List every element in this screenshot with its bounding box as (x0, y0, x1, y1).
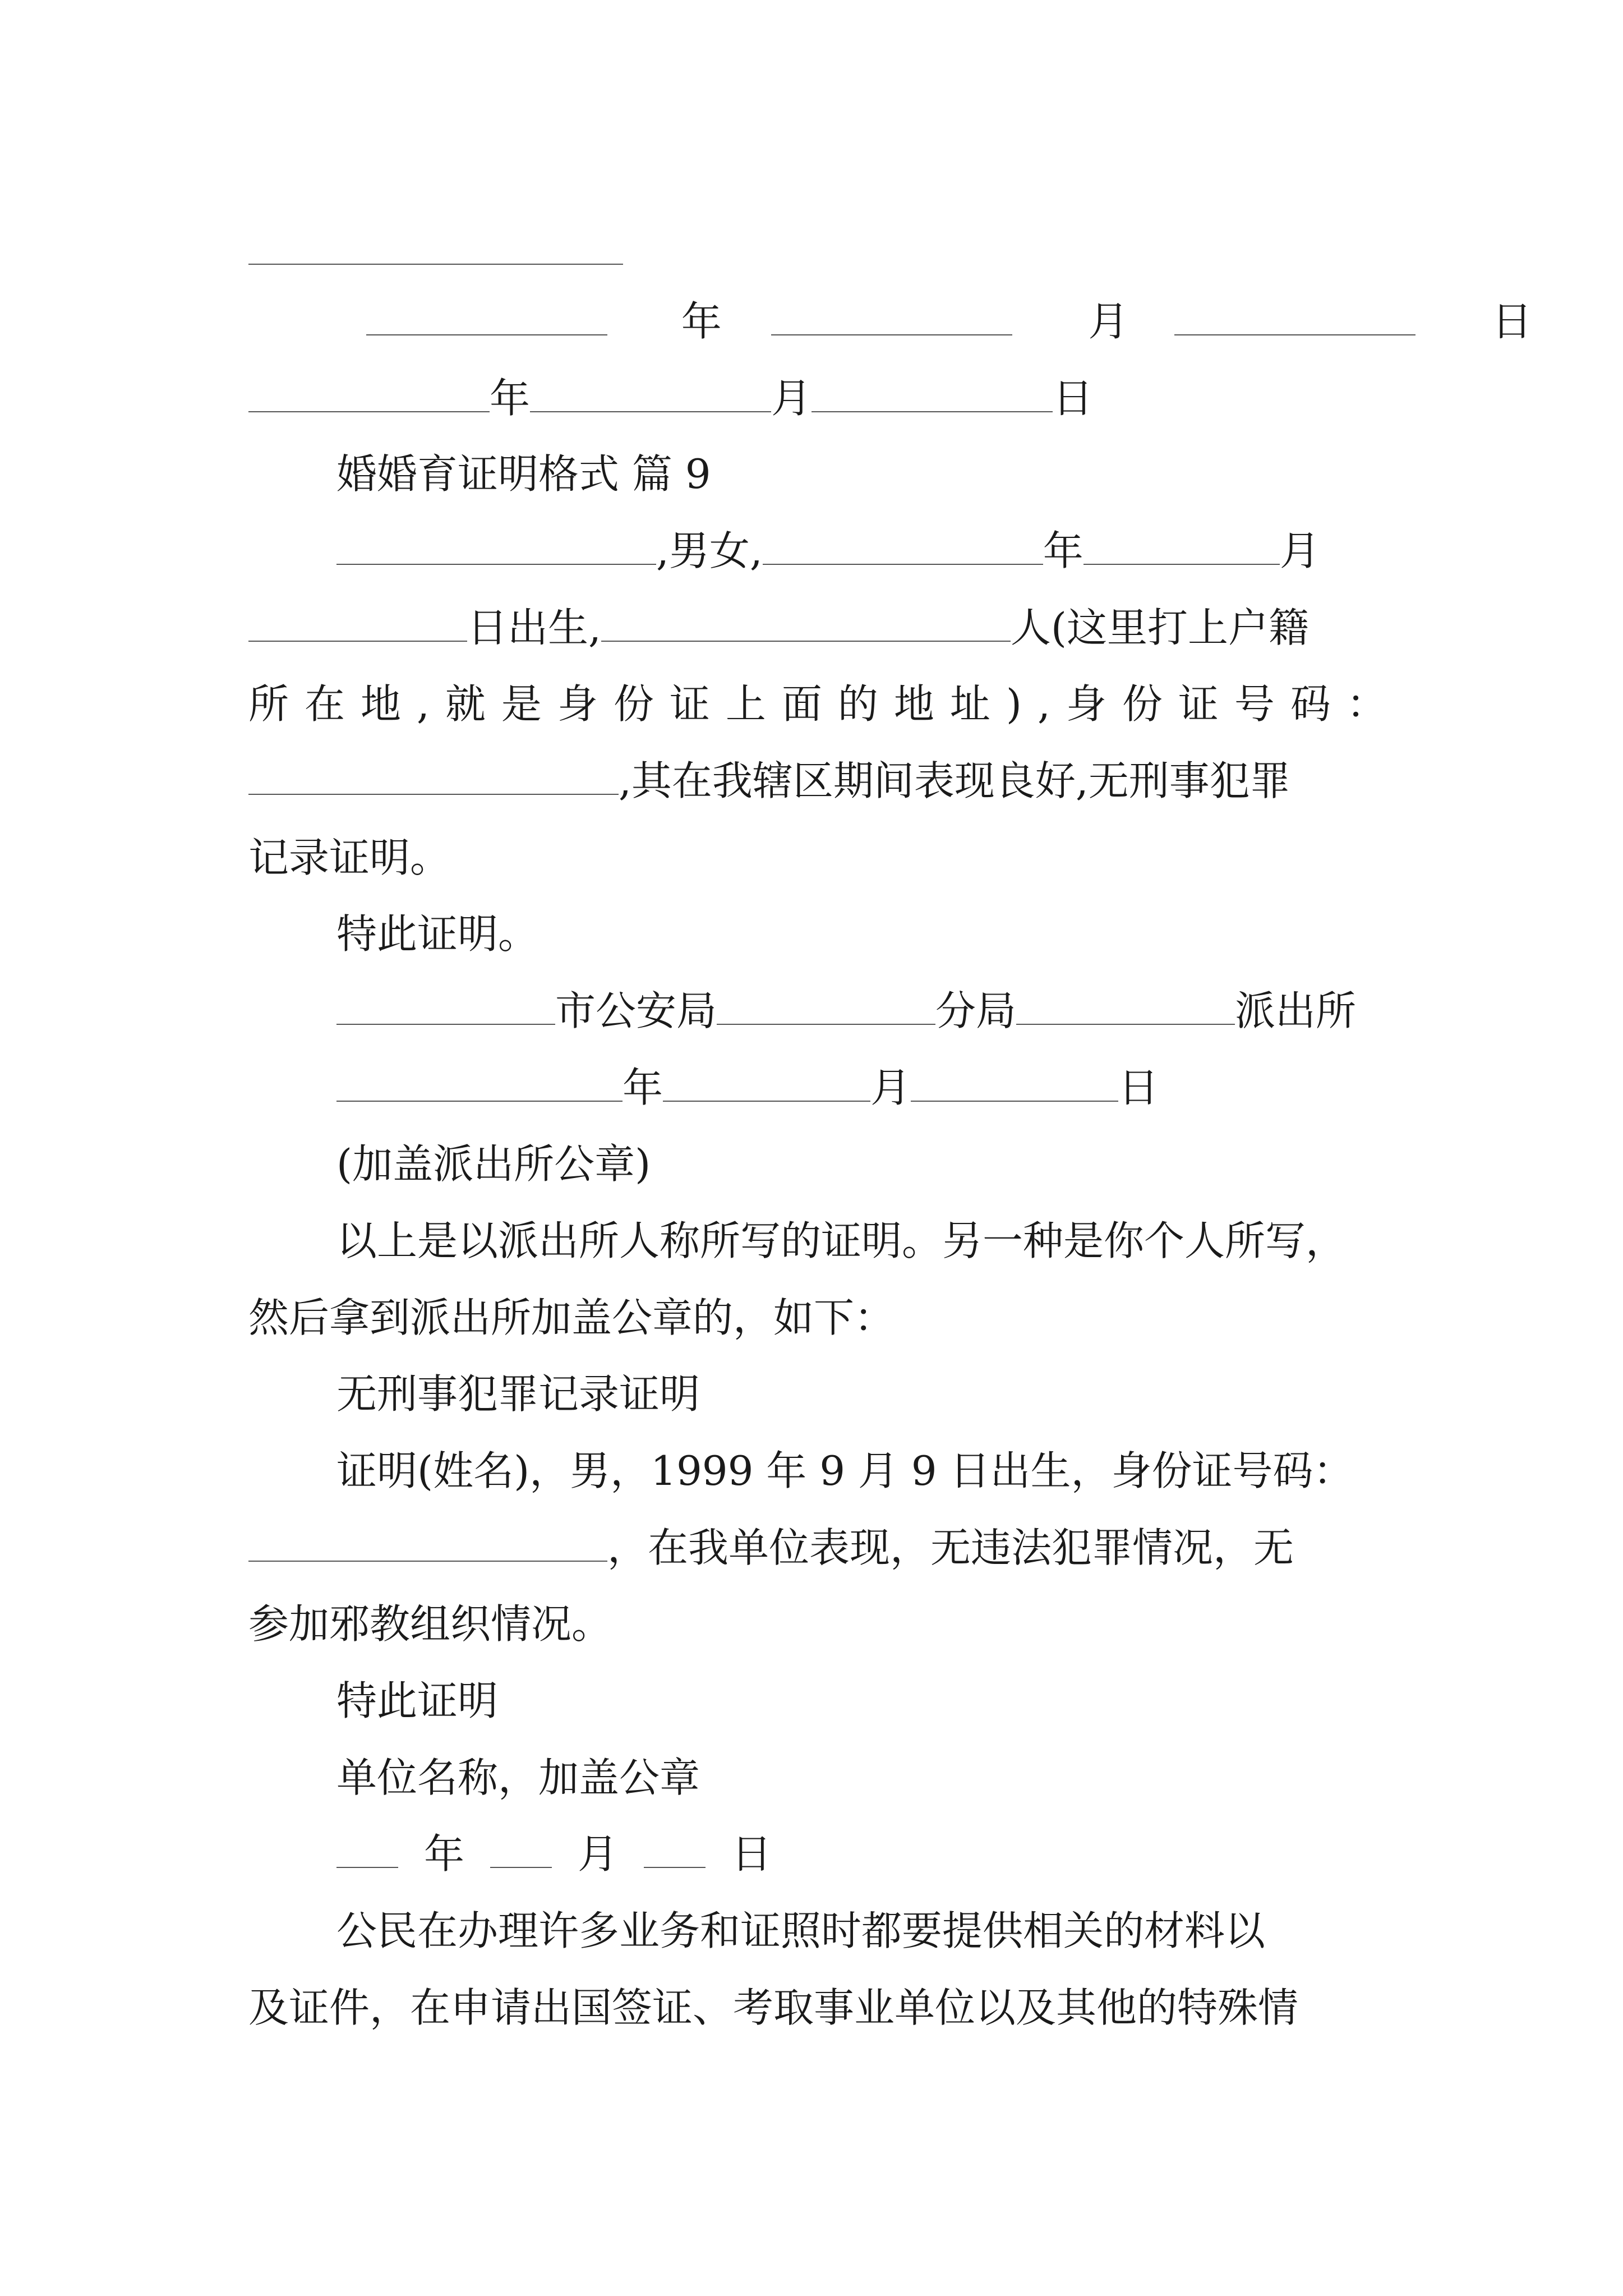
month-label: 月 (1088, 298, 1129, 345)
char: 码 (1290, 680, 1331, 728)
text: ，在我单位表现，无违法犯罪情况，无 (607, 1524, 1294, 1571)
char: 证 (669, 680, 710, 728)
char: 身 (557, 680, 598, 728)
blank[interactable] (248, 1526, 607, 1562)
blank[interactable] (771, 300, 1012, 335)
blank[interactable] (248, 376, 490, 412)
char: 的 (837, 680, 878, 728)
day-label: 日 (1491, 298, 1532, 345)
paragraph-line: 特此证明。 (336, 910, 539, 958)
char: ) (1006, 680, 1022, 728)
year-label: 年 (424, 1830, 465, 1878)
text: 人(这里打上户籍 (1010, 604, 1309, 651)
text: 年 (1043, 527, 1083, 574)
blank[interactable] (1016, 989, 1235, 1025)
top-blank-line (248, 264, 623, 265)
date-line-d (336, 1829, 772, 1883)
blank[interactable] (1083, 529, 1280, 565)
blank[interactable] (1174, 300, 1415, 335)
month-label: 月 (578, 1830, 619, 1878)
char: 在 (305, 680, 345, 728)
blank[interactable] (336, 529, 656, 565)
blank[interactable] (717, 989, 935, 1025)
char: ： (1346, 680, 1387, 728)
text: 派出所 (1235, 987, 1357, 1034)
blank[interactable] (811, 376, 1053, 412)
char: 地 (893, 680, 934, 728)
blank[interactable] (248, 606, 467, 642)
paragraph-line: 参加邪教组织情况。 (248, 1600, 612, 1648)
blank[interactable] (248, 759, 619, 795)
paragraph-line: 单位名称，加盖公章 (336, 1754, 700, 1801)
blank[interactable] (366, 300, 607, 335)
paragraph-line: 及证件，在申请出国签证、考取事业单位以及其他的特殊情 (248, 1984, 1299, 2031)
char: 地 (361, 680, 402, 728)
char: 所 (248, 680, 289, 728)
char: 证 (1178, 680, 1219, 728)
blank[interactable] (663, 1066, 870, 1102)
day-label: 日 (731, 1830, 772, 1878)
text: 分局 (935, 987, 1017, 1034)
blank[interactable] (763, 529, 1043, 565)
blank[interactable] (336, 989, 555, 1025)
paragraph-line (336, 526, 1320, 579)
blank[interactable] (336, 1066, 623, 1102)
paragraph-line: 公民在办理许多业务和证照时都要提供相关的材料以 (336, 1907, 1266, 1954)
paragraph-line: 然后拿到派出所加盖公章的，如下： (248, 1294, 895, 1341)
text: ,男女, (656, 527, 763, 574)
char: 就 (445, 680, 486, 728)
blank[interactable] (530, 376, 771, 412)
paragraph-line (248, 1522, 1294, 1576)
char: 身 (1066, 680, 1106, 728)
date-line-c (336, 1062, 1159, 1116)
date-line-a (248, 296, 1532, 350)
char: 是 (501, 680, 542, 728)
char: 上 (725, 680, 766, 728)
signature-line (336, 986, 1356, 1039)
day-label: 日 (1118, 1064, 1159, 1111)
char: 份 (613, 680, 654, 728)
blank[interactable] (601, 606, 1011, 642)
year-label: 年 (623, 1064, 663, 1111)
char: 号 (1234, 680, 1275, 728)
paragraph-line: 以上是以派出所人称所写的证明。另一种是你个人所写， (336, 1217, 1347, 1264)
seal-note: (加盖派出所公章) (336, 1140, 651, 1188)
section-heading: 无刑事犯罪记录证明 (336, 1370, 700, 1418)
text: 日出生, (467, 604, 601, 651)
blank[interactable] (490, 1832, 552, 1868)
blank[interactable] (911, 1066, 1118, 1102)
char: 面 (781, 680, 822, 728)
paragraph-line: 记录证明。 (248, 834, 451, 881)
paragraph-line (248, 602, 1309, 656)
paragraph-line-justified (248, 679, 1387, 733)
char: 份 (1122, 680, 1163, 728)
char: , (417, 680, 430, 728)
char: , (1037, 680, 1050, 728)
year-label: 年 (490, 375, 531, 422)
date-line-b (248, 373, 1093, 427)
month-label: 月 (771, 375, 812, 422)
blank[interactable] (644, 1832, 706, 1868)
text: ,其在我辖区期间表现良好,无刑事犯罪 (619, 757, 1290, 804)
char: 址 (949, 680, 990, 728)
month-label: 月 (870, 1064, 911, 1111)
year-label: 年 (681, 298, 722, 345)
day-label: 日 (1053, 375, 1094, 422)
text: 市公安局 (555, 987, 717, 1034)
paragraph-line: 特此证明 (336, 1677, 499, 1724)
paragraph-line: 证明(姓名)，男，1999 年 9 月 9 日出生，身份证号码： (336, 1447, 1354, 1494)
section-heading: 婚婚育证明格式 篇 9 (336, 450, 711, 498)
text: 月 (1279, 527, 1320, 574)
blank[interactable] (336, 1832, 398, 1868)
paragraph-line (248, 756, 1290, 809)
